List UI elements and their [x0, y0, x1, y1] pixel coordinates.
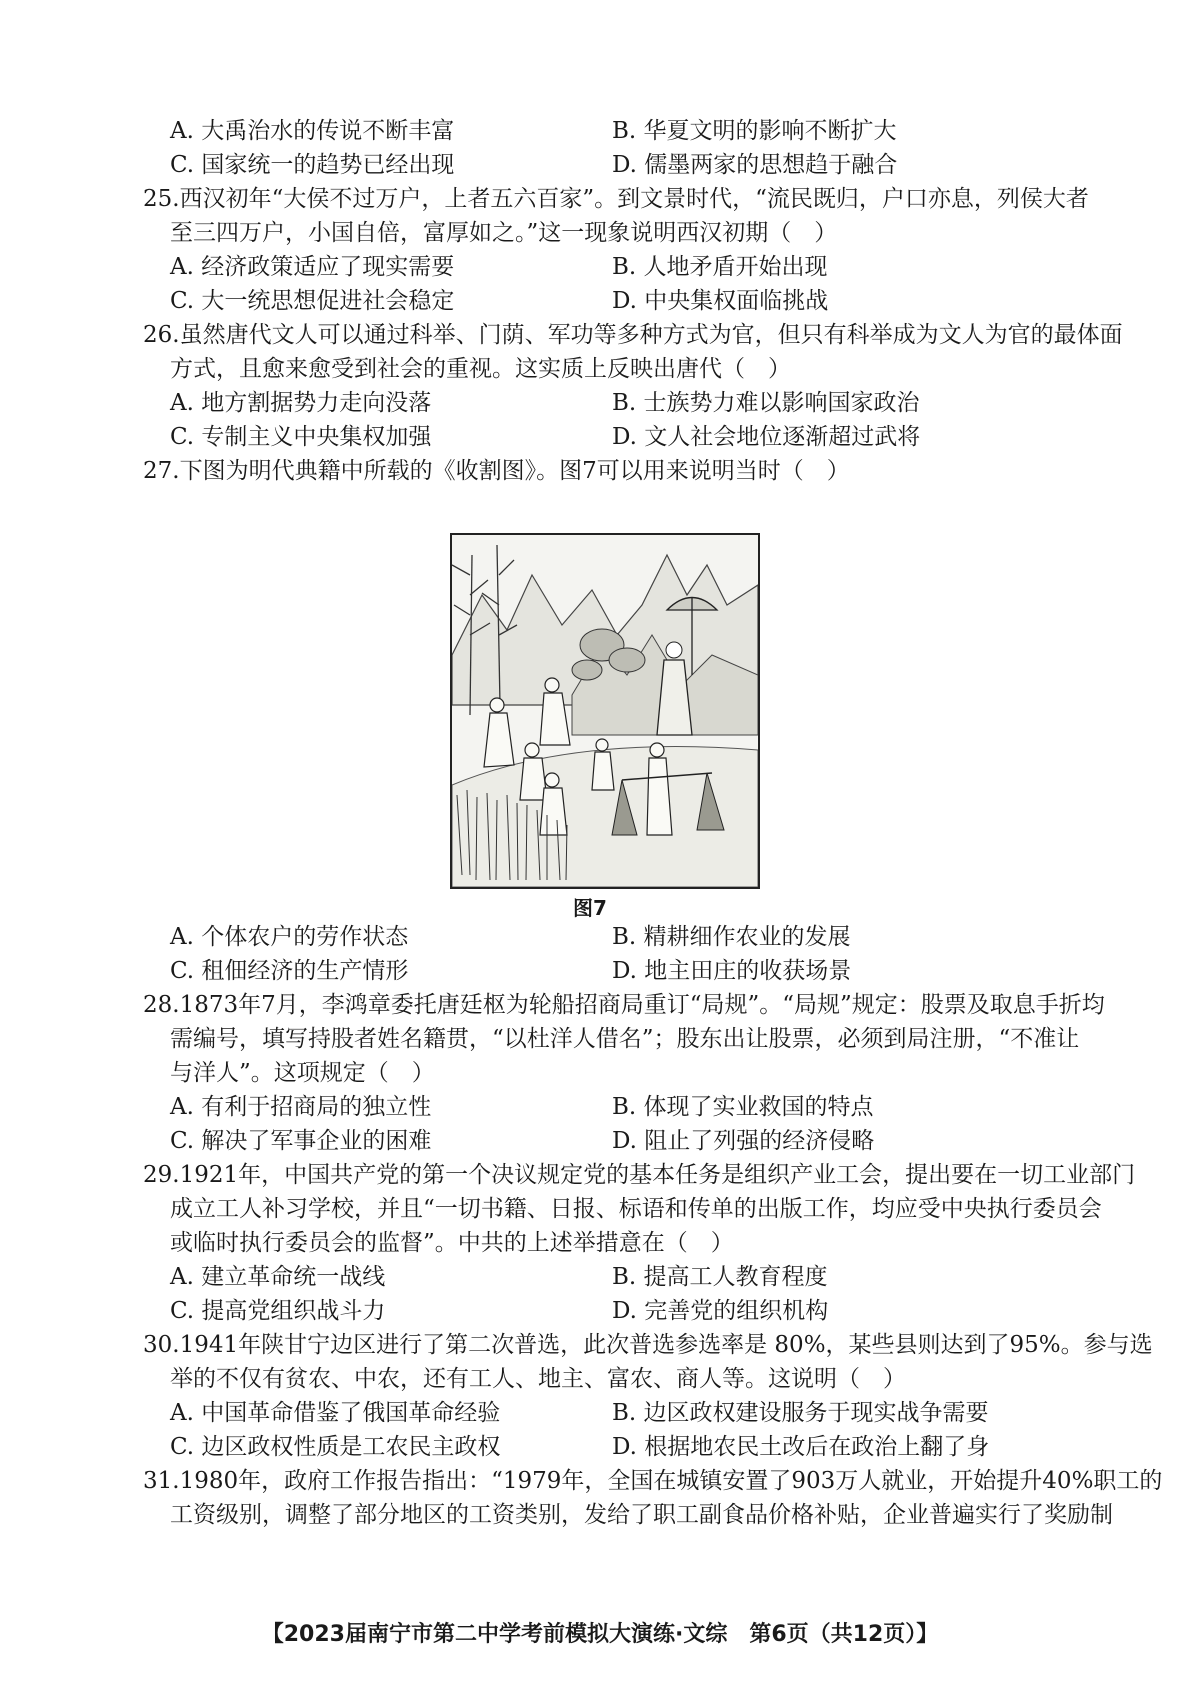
- q28-option-c: C. 解决了军事企业的困难: [170, 1128, 432, 1154]
- q27-stem-line1: 27.下图为明代典籍中所载的《收割图》。图7可以用来说明当时（ ）: [143, 458, 850, 484]
- q29-stem-line3: 或临时执行委员会的监督”。中共的上述举措意在（ ）: [170, 1230, 734, 1256]
- q28-stem-line2: 需编号，填写持股者姓名籍贯，“以杜洋人借名”；股东出让股票，必须到局注册，“不准让: [170, 1026, 1080, 1052]
- q28-stem-line1: 28.1873年7月，李鸿章委托唐廷枢为轮船招商局重订“局规”。“局规”规定：股票及取息手折均: [143, 992, 1105, 1018]
- figure-caption: 图7: [573, 896, 607, 920]
- q26-option-b: B. 士族势力难以影响国家政治: [612, 390, 920, 416]
- q28-option-a: A. 有利于招商局的独立性: [170, 1094, 432, 1120]
- q31-stem-line1: 31.1980年，政府工作报告指出：“1979年，全国在城镇安置了903万人就业，开始提升40%职工的: [143, 1468, 1163, 1494]
- q30-option-b: B. 边区政权建设服务于现实战争需要: [612, 1400, 989, 1426]
- q28-stem-line3: 与洋人”。这项规定（ ）: [170, 1060, 435, 1086]
- q29-option-b: B. 提高工人教育程度: [612, 1264, 828, 1290]
- q29-option-d: D. 完善党的组织机构: [612, 1298, 829, 1324]
- q27-option-b: B. 精耕细作农业的发展: [612, 924, 851, 950]
- q29-option-a: A. 建立革命统一战线: [170, 1264, 386, 1290]
- q25-stem-line1: 25.西汉初年“大侯不过万户，上者五六百家”。到文景时代，“流民既归，户口亦息，列侯大者: [143, 186, 1089, 212]
- q30-option-d: D. 根据地农民土改后在政治上翻了身: [612, 1434, 990, 1460]
- q29-stem-line1: 29.1921年，中国共产党的第一个决议规定党的基本任务是组织产业工会，提出要在一切工业部门: [143, 1162, 1136, 1188]
- q28-option-d: D. 阻止了列强的经济侵略: [612, 1128, 875, 1154]
- q30-option-c: C. 边区政权性质是工农民主政权: [170, 1434, 501, 1460]
- q29-stem-line2: 成立工人补习学校，并且“一切书籍、日报、标语和传单的出版工作，均应受中央执行委员会: [170, 1196, 1102, 1222]
- q25-stem-line2: 至三四万户，小国自倍，富厚如之。”这一现象说明西汉初期（ ）: [170, 220, 838, 246]
- harvest-illustration: [450, 533, 760, 889]
- q30-stem-line1: 30.1941年陕甘宁边区进行了第二次普选，此次普选参选率是 80%，某些县则达到了95%。参与选: [143, 1332, 1153, 1358]
- q30-stem-line2: 举的不仅有贫农、中农，还有工人、地主、富农、商人等。这说明（ ）: [170, 1366, 906, 1392]
- q25-option-b: B. 人地矛盾开始出现: [612, 254, 828, 280]
- q27-option-c: C. 租佃经济的生产情形: [170, 958, 409, 984]
- q30-option-a: A. 中国革命借鉴了俄国革命经验: [170, 1400, 501, 1426]
- q31-stem-line2: 工资级别，调整了部分地区的工资类别，发给了职工副食品价格补贴，企业普遍实行了奖励制: [170, 1502, 1113, 1528]
- q24-option-b: B. 华夏文明的影响不断扩大: [612, 118, 897, 144]
- q29-option-c: C. 提高党组织战斗力: [170, 1298, 386, 1324]
- q28-option-b: B. 体现了实业救国的特点: [612, 1094, 874, 1120]
- q26-option-d: D. 文人社会地位逐渐超过武将: [612, 424, 921, 450]
- q27-option-d: D. 地主田庄的收获场景: [612, 958, 852, 984]
- q26-option-a: A. 地方割据势力走向没落: [170, 390, 432, 416]
- q26-stem-line2: 方式，且愈来愈受到社会的重视。这实质上反映出唐代（ ）: [170, 356, 791, 382]
- page-footer: 【2023届南宁市第二中学考前模拟大演练·文综 第6页（共12页）】: [261, 1622, 939, 1647]
- q26-option-c: C. 专制主义中央集权加强: [170, 424, 432, 450]
- q24-option-a: A. 大禹治水的传说不断丰富: [170, 118, 455, 144]
- q25-option-c: C. 大一统思想促进社会稳定: [170, 288, 455, 314]
- q25-option-a: A. 经济政策适应了现实需要: [170, 254, 455, 280]
- q27-option-a: A. 个体农户的劳作状态: [170, 924, 409, 950]
- q24-option-d: D. 儒墨两家的思想趋于融合: [612, 152, 898, 178]
- q25-option-d: D. 中央集权面临挑战: [612, 288, 829, 314]
- q24-option-c: C. 国家统一的趋势已经出现: [170, 152, 455, 178]
- q26-stem-line1: 26.虽然唐代文人可以通过科举、门荫、军功等多种方式为官，但只有科举成为文人为官的最体面: [143, 322, 1123, 348]
